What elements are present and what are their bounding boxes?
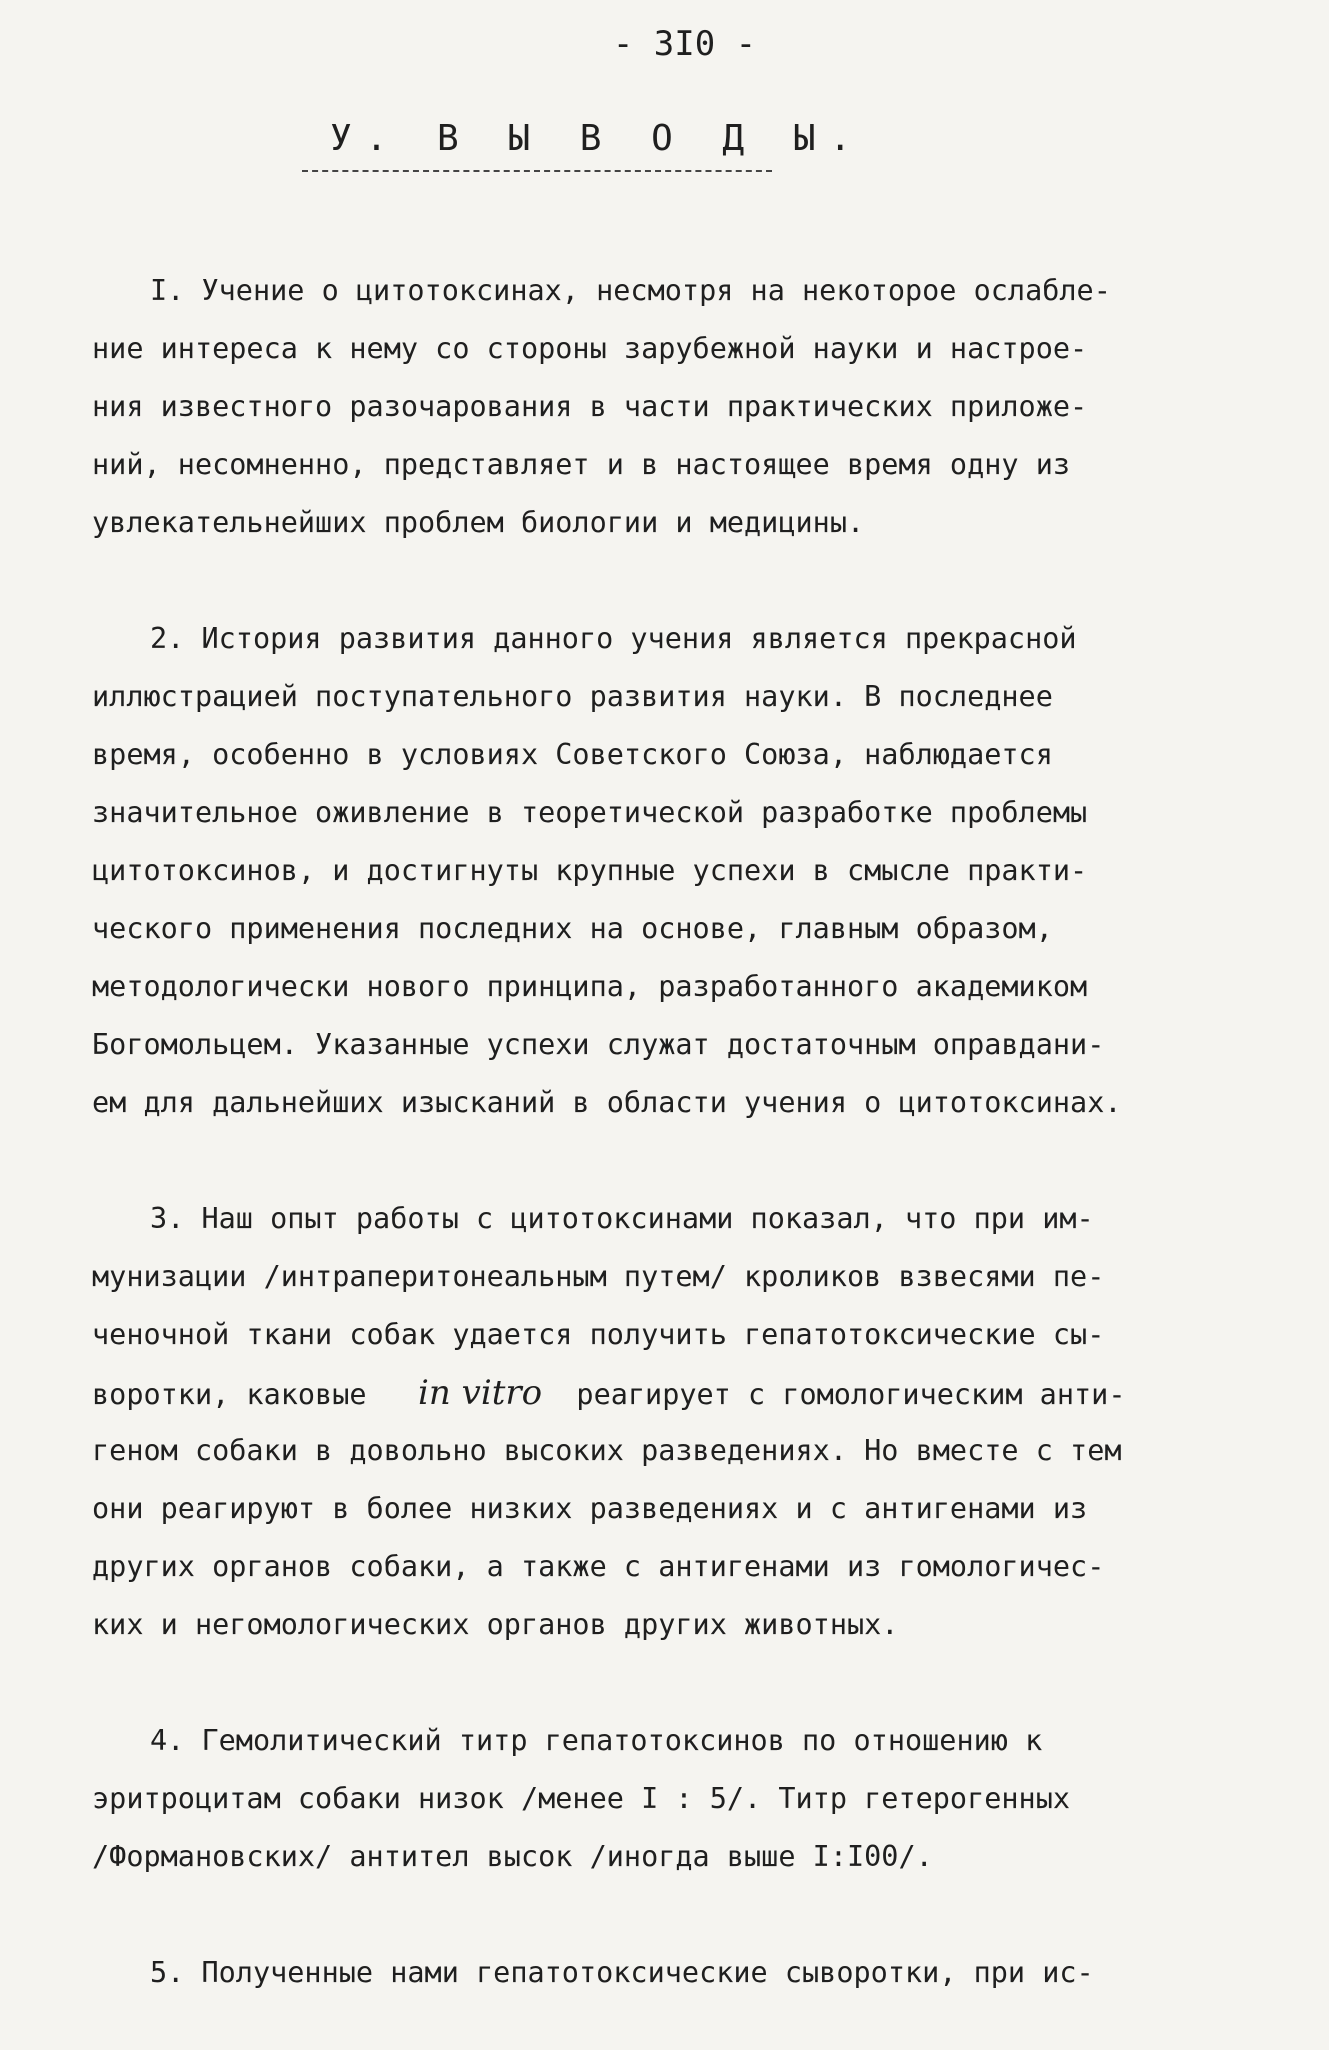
text-line: Богомольцем. Указанные успехи служат достаточным оправдани- [92, 1028, 1105, 1061]
paragraph-5 [92, 1944, 1252, 2002]
text-line: время, особенно в условиях Советского Союза, наблюдается [92, 738, 1053, 771]
text-line: эритроцитам собаки низок /менее I : 5/. Титр гетерогенных [92, 1782, 1071, 1815]
text-line: мунизации /интраперитонеальным путем/ кроликов взвесями пе- [92, 1260, 1105, 1293]
text-segment: реагирует с гомологическим анти- [576, 1378, 1126, 1411]
text-line: 3. Наш опыт работы с цитотоксинами показал, что при им- [150, 1202, 1094, 1235]
paragraph-4 [92, 1712, 1252, 1886]
paragraph-1 [92, 262, 1252, 552]
text-line: ния известного разочарования в части практических приложе- [92, 390, 1088, 423]
text-line: I. Учение о цитотоксинах, несмотря на некоторое ослабле- [150, 274, 1111, 307]
text-line: 5. Полученные нами гепатотоксические сыворотки, при ис- [150, 1956, 1094, 1989]
text-line: других органов собаки, а также с антигенами из гомологичес- [92, 1550, 1105, 1583]
paragraph-3 [92, 1190, 1252, 1654]
text-line: цитотоксинов, и достигнуты крупные успехи в смысле практи- [92, 854, 1088, 887]
section-heading: У. В Ы В О Д Ы. [330, 118, 866, 159]
text-line: ченочной ткани собак удается получить гепатотоксические сы- [92, 1318, 1105, 1351]
paragraph-gap [92, 552, 1252, 610]
paragraph-gap [92, 1886, 1252, 1944]
text-line: методологически нового принципа, разработанного академиком [92, 970, 1088, 1003]
text-line: ких и негомологических органов других животных. [92, 1608, 899, 1641]
text-line: 2. История развития данного учения является прекрасной [150, 622, 1077, 655]
text-line: увлекательнейших проблем биологии и медицины. [92, 506, 865, 539]
body-text [92, 262, 1252, 2002]
text-line-with-insert [92, 1364, 1252, 1422]
text-line: иллюстрацией поступательного развития науки. В последнее [92, 680, 1053, 713]
page-number: - 3I0 - [612, 24, 757, 64]
text-segment: воротки, каковые [92, 1378, 367, 1411]
text-line: значительное оживление в теоретической разработке проблемы [92, 796, 1088, 829]
text-line: ем для дальнейших изысканий в области учения о цитотоксинах. [92, 1086, 1122, 1119]
text-line: 4. Гемолитический титр гепатотоксинов по отношению к [150, 1724, 1043, 1757]
paragraph-gap [92, 1132, 1252, 1190]
text-line: они реагируют в более низких разведениях и с антигенами из [92, 1492, 1088, 1525]
handwritten-insert: in vitro [418, 1373, 543, 1413]
text-line: ние интереса к нему со стороны зарубежной науки и настрое- [92, 332, 1088, 365]
text-line: геном собаки в довольно высоких разведениях. Но вместе с тем [92, 1434, 1122, 1467]
text-line: /Формановских/ антител высок /иногда выше I:I00/. [92, 1840, 933, 1873]
paragraph-2 [92, 610, 1252, 1132]
text-line: ний, несомненно, представляет и в настоящее время одну из [92, 448, 1071, 481]
heading-underline [302, 170, 772, 172]
text-line: ческого применения последних на основе, главным образом, [92, 912, 1053, 945]
paragraph-gap [92, 1654, 1252, 1712]
